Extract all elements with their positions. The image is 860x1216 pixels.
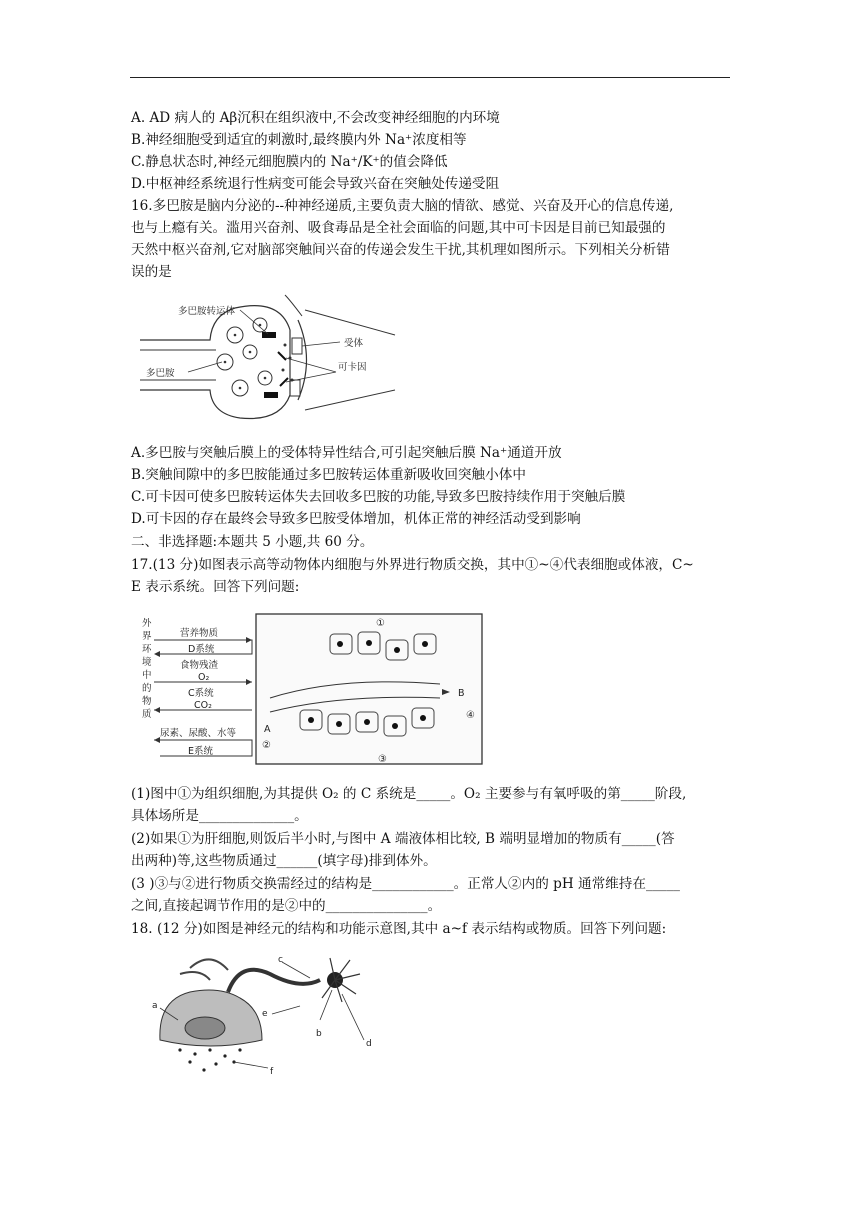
- q17-stem-line1: 17.(13 分)如图表示高等动物体内细胞与外界进行物质交换，其中①~④代表细胞或体液，C~: [131, 557, 694, 573]
- side-char-2: 环: [142, 644, 152, 655]
- label-receptor: 受体: [344, 338, 364, 349]
- q17-sub2-line2: 出两种)等,这些物质通过______(填字母)排到体外。: [131, 853, 437, 869]
- side-char-5: 的: [142, 683, 152, 694]
- mark-a: A: [264, 724, 271, 735]
- section-heading: 二、非选择题:本题共 5 小题,共 60 分。: [131, 534, 374, 550]
- material-exchange-figure: [140, 610, 490, 772]
- q17-sub3-line2: 之间,直接起调节作用的是②中的_______________。: [131, 898, 442, 914]
- side-char-4: 中: [142, 670, 152, 681]
- side-char-1: 界: [142, 631, 152, 642]
- q17-sub3-line1: (3 )③与②进行物质交换需经过的结构是____________。正常人②内的 pH 通常维持在_____: [131, 876, 680, 892]
- label-b: b: [316, 1029, 322, 1039]
- q17-sub2-line1: (2)如果①为肝细胞,则饭后半小时,与图中 A 端液体相比较, B 端明显增加的物质有_____(答: [131, 831, 675, 847]
- q15-option-c: C.静息状态时,神经元细胞膜内的 Na⁺/K⁺的值会降低: [131, 154, 448, 170]
- q18-stem: 18. (12 分)如图是神经元的结构和功能示意图,其中 a~f 表示结构或物质。回答下列问题:: [131, 921, 667, 937]
- circle-4: ④: [466, 710, 475, 721]
- side-char-7: 质: [142, 709, 152, 720]
- q15-option-a: A. AD 病人的 Aβ沉积在组织液中,不会改变神经细胞的内环境: [131, 110, 500, 126]
- side-char-0: 外: [142, 618, 152, 629]
- label-d: d: [366, 1039, 372, 1049]
- q16-stem-line3: 天然中枢兴奋剂,它对脑部突触间兴奋的传递会发生干扰,其机理如图所示。下列相关分析错: [131, 242, 670, 258]
- label-a: a: [152, 1001, 158, 1011]
- side-char-3: 境: [142, 657, 152, 668]
- label-nutrients: 营养物质: [180, 628, 219, 639]
- q16-option-b: B.突触间隙中的多巴胺能通过多巴胺转运体重新吸收回突触小体中: [131, 467, 526, 483]
- label-transporter: 多巴胺转运体: [178, 306, 236, 317]
- label-dopamine: 多巴胺: [146, 368, 175, 379]
- label-e: e: [262, 1009, 268, 1019]
- circle-3: ③: [378, 754, 387, 765]
- q15-option-d: D.中枢神经系统退行性病变可能会导致兴奋在突触处传递受阻: [131, 176, 500, 192]
- q16-stem-line4: 误的是: [131, 264, 172, 280]
- label-c: c: [278, 955, 283, 965]
- label-e-system: E系统: [188, 746, 214, 757]
- circle-1: ①: [376, 618, 385, 629]
- label-o2: O₂: [198, 672, 210, 683]
- q17-stem-line2: E 表示系统。回答下列问题:: [131, 579, 300, 595]
- q16-stem-line1: 16.多巴胺是脑内分泌的--种神经递质,主要负责大脑的情欲、感觉、兴奋及开心的信息传递,: [131, 198, 674, 214]
- label-food-residue: 食物残渣: [180, 660, 219, 671]
- label-urea: 尿素、尿酸、水等: [160, 728, 237, 739]
- circle-2: ②: [262, 740, 271, 751]
- synapse-cocaine-figure: [140, 290, 400, 430]
- header-rule: [130, 77, 730, 78]
- neuron-structure-figure: [150, 950, 390, 1080]
- q15-option-b: B.神经细胞受到适宜的刺激时,最终膜内外 Na⁺浓度相等: [131, 132, 467, 148]
- q16-option-c: C.可卡因可使多巴胺转运体失去回收多巴胺的功能,导致多巴胺持续作用于突触后膜: [131, 489, 626, 505]
- q17-sub1-line2: 具体场所是______________。: [131, 808, 308, 824]
- label-co2: CO₂: [194, 700, 212, 711]
- q17-sub1-line1: (1)图中①为组织细胞,为其提供 O₂ 的 C 系统是_____。O₂ 主要参与有氧呼吸的第_____阶段,: [131, 786, 687, 802]
- q16-option-d: D.可卡因的存在最终会导致多巴胺受体增加，机体正常的神经活动受到影响: [131, 511, 581, 527]
- label-c-system: C系统: [188, 688, 214, 699]
- side-char-6: 物: [142, 696, 152, 707]
- mark-b: B: [458, 688, 465, 699]
- label-cocaine: 可卡因: [338, 362, 367, 373]
- q16-option-a: A.多巴胺与突触后膜上的受体特异性结合,可引起突触后膜 Na⁺通道开放: [131, 445, 562, 461]
- label-d-system: D系统: [188, 644, 215, 655]
- label-f: f: [270, 1067, 274, 1077]
- q16-stem-line2: 也与上瘾有关。滥用兴奋剂、吸食毒品是全社会面临的问题,其中可卡因是目前已知最强的: [131, 220, 666, 236]
